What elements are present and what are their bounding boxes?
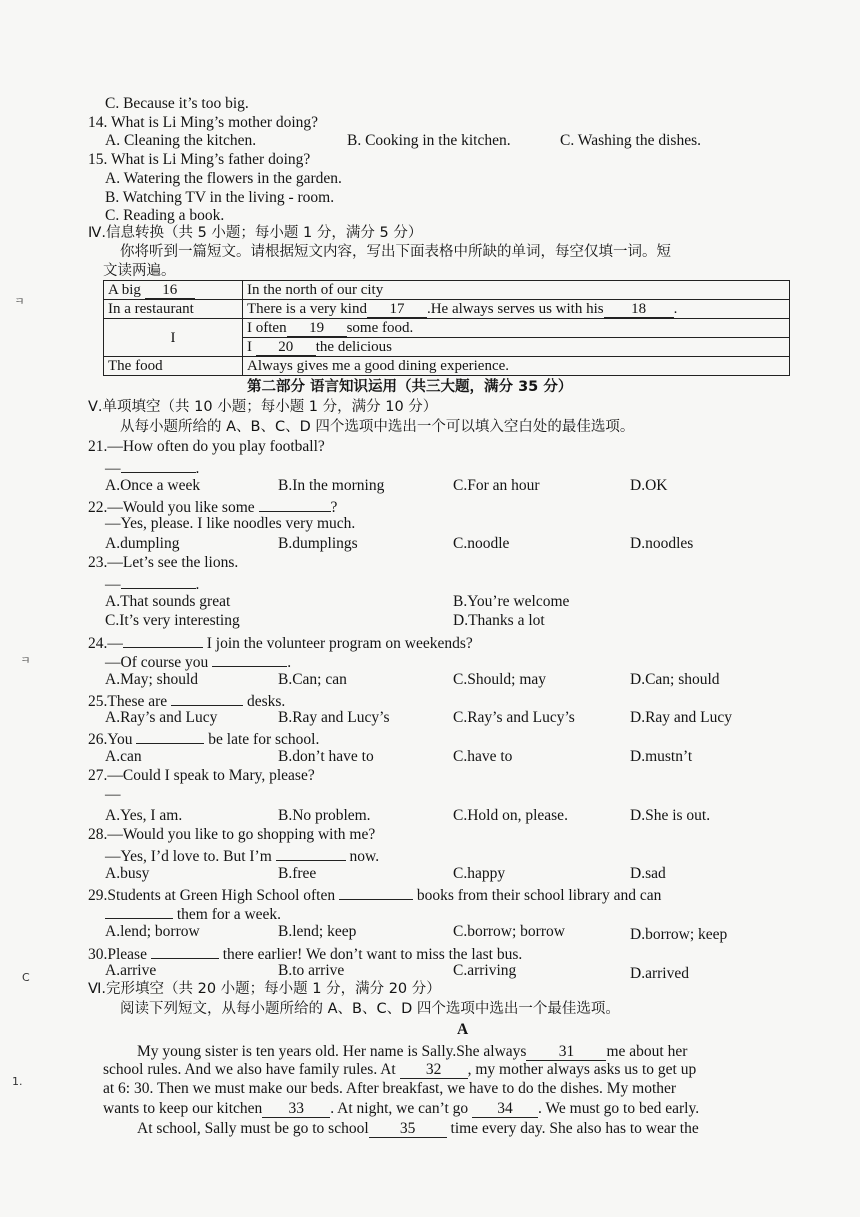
- q21-option-c: C.For an hour: [453, 477, 540, 494]
- answer-blank[interactable]: [123, 631, 203, 648]
- q26-option-d: D.mustn’t: [630, 748, 693, 765]
- answer-blank[interactable]: [171, 689, 243, 706]
- answer-blank[interactable]: [121, 572, 196, 589]
- q25-option-d: D.Ray and Lucy: [630, 709, 733, 726]
- margin-mark: ㅋ: [14, 295, 25, 308]
- q22-option-a: A.dumpling: [105, 535, 180, 552]
- q26-option-b: B.don’t have to: [278, 748, 374, 765]
- q23-option-b: B.You’re welcome: [453, 593, 570, 610]
- q22-option-d: D.noodles: [630, 535, 694, 552]
- q25-option-a: A.Ray’s and Lucy: [105, 709, 218, 726]
- q24-option-d: D.Can; should: [630, 671, 720, 688]
- q30-stem: 30.Please there earlier! We don’t want to miss the last bus.: [88, 942, 522, 965]
- table-row: [104, 319, 790, 338]
- q23-answer-line: — .: [105, 572, 199, 595]
- answer-blank[interactable]: [136, 727, 204, 744]
- q24-response: —Of course you .: [105, 650, 291, 673]
- q24-option-a: A.May; should: [105, 671, 198, 688]
- table-cell: I: [104, 319, 243, 357]
- q15-stem: 15. What is Li Ming’s father doing?: [88, 151, 311, 168]
- q15-option-a: A. Watering the flowers in the garden.: [105, 170, 342, 187]
- q28-stem: 28.—Would you like to go shopping with me?: [88, 826, 376, 843]
- q30-option-c: C.arriving: [453, 962, 517, 979]
- q28-option-c: C.happy: [453, 865, 506, 882]
- q29-option-d: D.borrow; keep: [630, 926, 728, 943]
- q23-option-a: A.That sounds great: [105, 593, 231, 610]
- q27-stem: 27.—Could I speak to Mary, please?: [88, 767, 315, 784]
- q22-option-c: C.noodle: [453, 535, 510, 552]
- answer-blank-35[interactable]: 35: [369, 1121, 447, 1138]
- q14-option-c: C. Washing the dishes.: [560, 132, 701, 149]
- q29-option-a: A.lend; borrow: [105, 923, 200, 940]
- section4-instruction-cont: 文读两遍。: [103, 263, 176, 279]
- q13-option-c: C. Because it’s too big.: [105, 95, 249, 112]
- q30-option-b: B.to arrive: [278, 962, 345, 979]
- q29-stem: 29.Students at Green High School often books from their school library and can: [88, 883, 661, 906]
- q21-option-d: D.OK: [630, 477, 668, 494]
- table-row: [104, 357, 790, 376]
- section6-title: Ⅵ.完形填空（共 20 小题；每小题 1 分，满分 20 分）: [88, 981, 441, 997]
- q21-option-a: A.Once a week: [105, 477, 201, 494]
- q29-stem-cont: them for a week.: [105, 902, 281, 925]
- table-cell: There is a very kind 17 .He always serves us with his 18 .: [243, 300, 790, 319]
- answer-blank-31[interactable]: 31: [526, 1044, 606, 1061]
- q28-response: —Yes, I’d love to. But I’m now.: [105, 844, 379, 867]
- table-cell: In the north of our city: [243, 281, 790, 300]
- answer-blank-16[interactable]: 16: [145, 282, 195, 299]
- answer-blank-34[interactable]: 34: [472, 1101, 538, 1118]
- answer-blank[interactable]: [151, 942, 219, 959]
- passage-line: school rules. And we also have family rules. At 32 , my mother always asks us to get up: [103, 1061, 697, 1078]
- q15-option-c: C. Reading a book.: [105, 207, 225, 224]
- q28-option-b: B.free: [278, 865, 317, 882]
- table-cell: In a restaurant: [104, 300, 243, 319]
- section4-title: Ⅳ.信息转换（共 5 小题；每小题 1 分，满分 5 分）: [88, 225, 423, 241]
- q26-option-a: A.can: [105, 748, 142, 765]
- answer-blank-17[interactable]: 17: [367, 301, 427, 318]
- margin-mark: 1.: [12, 1075, 23, 1088]
- passage-line: At school, Sally must be go to school 35 time every day. She also has to wear the: [137, 1120, 699, 1137]
- answer-blank-32[interactable]: 32: [400, 1062, 468, 1079]
- answer-blank[interactable]: [121, 456, 196, 473]
- q30-option-a: A.arrive: [105, 962, 157, 979]
- section6-instruction: 阅读下列短文，从每小题所给的 A、B、C、D 四个选项中选出一个最佳选项。: [120, 1001, 620, 1017]
- answer-blank-19[interactable]: 19: [287, 320, 347, 337]
- q25-stem: 25.These are desks.: [88, 689, 285, 712]
- answer-blank[interactable]: [212, 650, 287, 667]
- q26-stem: 26.You be late for school.: [88, 727, 319, 750]
- q24-option-b: B.Can; can: [278, 671, 347, 688]
- q25-option-c: C.Ray’s and Lucy’s: [453, 709, 575, 726]
- answer-blank[interactable]: [259, 495, 331, 512]
- passage-line: My young sister is ten years old. Her name is Sally.She always 31 me about her: [137, 1043, 688, 1060]
- q27-answer-line: —: [105, 786, 121, 803]
- q27-option-d: D.She is out.: [630, 807, 711, 824]
- q21-option-b: B.In the morning: [278, 477, 385, 494]
- answer-blank-18[interactable]: 18: [604, 301, 674, 318]
- table-row: [104, 281, 790, 300]
- answer-blank[interactable]: [339, 883, 413, 900]
- q29-option-b: B.lend; keep: [278, 923, 357, 940]
- q28-option-a: A.busy: [105, 865, 150, 882]
- q27-option-b: B.No problem.: [278, 807, 371, 824]
- q21-stem: 21.—How often do you play football?: [88, 438, 325, 455]
- section5-instruction: 从每小题所给的 A、B、C、D 四个选项中选出一个可以填入空白处的最佳选项。: [120, 419, 635, 435]
- margin-mark: C: [22, 971, 30, 984]
- answer-blank-33[interactable]: 33: [262, 1101, 330, 1118]
- q25-option-b: B.Ray and Lucy’s: [278, 709, 390, 726]
- table-row: [104, 300, 790, 319]
- answer-blank-20[interactable]: 20: [256, 339, 316, 356]
- q29-option-c: C.borrow; borrow: [453, 923, 565, 940]
- table-cell: I 20 the delicious: [243, 338, 790, 357]
- q15-option-b: B. Watching TV in the living - room.: [105, 189, 335, 206]
- q24-stem: 24.— I join the volunteer program on weekends?: [88, 631, 473, 654]
- q30-option-d: D.arrived: [630, 965, 689, 982]
- q21-answer-line: — .: [105, 456, 199, 479]
- table-cell: Always gives me a good dining experience.: [243, 357, 790, 376]
- table-cell: A big 16: [104, 281, 243, 300]
- section4-instruction: 你将听到一篇短文。请根据短文内容，写出下面表格中所缺的单词，每空仅填一词。短: [120, 244, 671, 260]
- q27-option-c: C.Hold on, please.: [453, 807, 568, 824]
- passage-label: A: [457, 1021, 469, 1038]
- info-table: [103, 280, 790, 376]
- q23-option-d: D.Thanks a lot: [453, 612, 545, 629]
- q14-option-b: B. Cooking in the kitchen.: [347, 132, 511, 149]
- q28-option-d: D.sad: [630, 865, 666, 882]
- q22-stem: 22.—Would you like some ?: [88, 495, 337, 518]
- q23-option-c: C.It’s very interesting: [105, 612, 240, 629]
- q22-response: —Yes, please. I like noodles very much.: [105, 515, 356, 532]
- part2-title: 第二部分 语言知识运用（共三大题，满分 35 分）: [247, 379, 573, 395]
- q14-stem: 14. What is Li Ming’s mother doing?: [88, 114, 319, 131]
- q23-stem: 23.—Let’s see the lions.: [88, 554, 239, 571]
- q22-option-b: B.dumplings: [278, 535, 358, 552]
- table-cell: I often 19 some food.: [243, 319, 790, 338]
- passage-line: wants to keep our kitchen 33 . At night, we can’t go 34 . We must go to bed early.: [103, 1100, 700, 1117]
- table-cell: The food: [104, 357, 243, 376]
- margin-mark: ㅋ: [20, 654, 31, 667]
- q14-option-a: A. Cleaning the kitchen.: [105, 132, 257, 149]
- q26-option-c: C.have to: [453, 748, 513, 765]
- passage-line: at 6: 30. Then we must make our beds. After breakfast, we have to do the dishes. My mother: [103, 1080, 677, 1097]
- q24-option-c: C.Should; may: [453, 671, 547, 688]
- section5-title: Ⅴ.单项填空（共 10 小题；每小题 1 分，满分 10 分）: [88, 399, 438, 415]
- answer-blank[interactable]: [276, 844, 346, 861]
- q27-option-a: A.Yes, I am.: [105, 807, 183, 824]
- answer-blank[interactable]: [105, 902, 173, 919]
